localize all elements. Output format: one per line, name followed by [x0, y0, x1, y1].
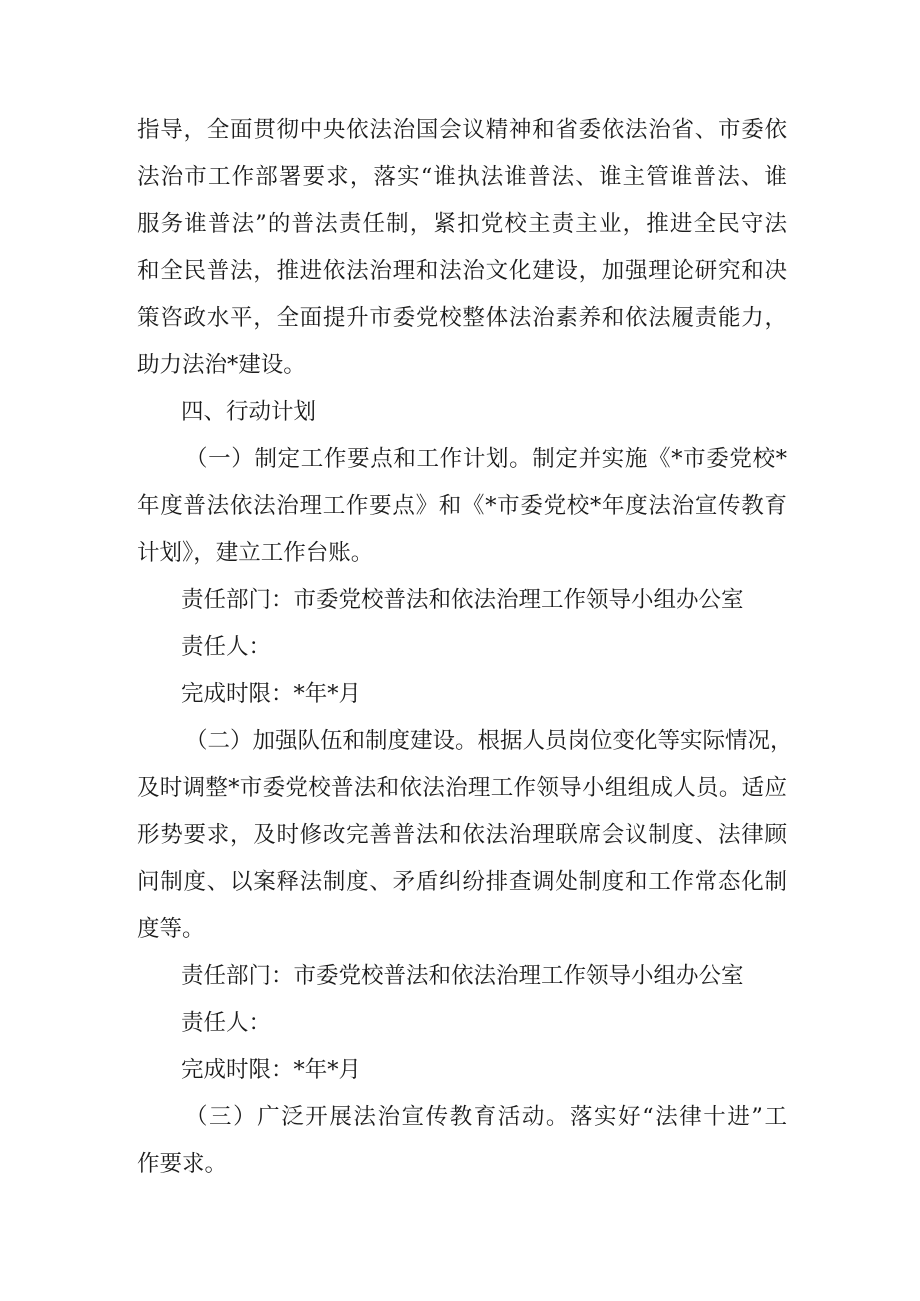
paragraph-line: 年度普法依法治理工作要点》和《*市委党校*年度法治宣传教育 — [137, 493, 787, 519]
deadline: 完成时限：*年*月 — [181, 681, 362, 707]
responsible-department: 责任部门：市委党校普法和依法治理工作领导小组办公室 — [181, 587, 744, 613]
deadline: 完成时限：*年*月 — [181, 1057, 362, 1083]
paragraph-line: （三）广泛开展法治宣传教育活动。落实好“法律十进”工 — [185, 1104, 787, 1130]
paragraph-line: 和全民普法，推进依法治理和法治文化建设，加强理论研究和决 — [137, 258, 787, 284]
responsible-person: 责任人： — [181, 634, 272, 660]
section-heading: 四、行动计划 — [181, 399, 317, 425]
paragraph-line: 策咨政水平，全面提升市委党校整体法治素养和依法履责能力， — [137, 305, 787, 331]
paragraph-line: 法治市工作部署要求，落实“谁执法谁普法、谁主管谁普法、谁 — [137, 164, 787, 190]
responsible-department: 责任部门：市委党校普法和依法治理工作领导小组办公室 — [181, 963, 744, 989]
paragraph-line: （一）制定工作要点和工作计划。制定并实施《*市委党校* — [185, 446, 787, 472]
paragraph-line: 助力法治*建设。 — [137, 352, 306, 378]
paragraph-line: 服务谁普法”的普法责任制，紧扣党校主责主业，推进全民守法 — [137, 211, 787, 237]
paragraph-line: 作要求。 — [137, 1151, 228, 1177]
paragraph-line: （二）加强队伍和制度建设。根据人员岗位变化等实际情况， — [185, 728, 793, 754]
paragraph-line: 及时调整*市委党校普法和依法治理工作领导小组组成人员。适应 — [137, 775, 787, 801]
paragraph-line: 问制度、以案释法制度、矛盾纠纷排查调处制度和工作常态化制 — [137, 869, 787, 895]
paragraph-line: 度等。 — [137, 916, 205, 942]
paragraph-line: 指导，全面贯彻中央依法治国会议精神和省委依法治省、市委依 — [137, 117, 787, 143]
paragraph-line: 形势要求，及时修改完善普法和依法治理联席会议制度、法律顾 — [137, 822, 787, 848]
paragraph-line: 计划》，建立工作台账。 — [137, 540, 374, 566]
responsible-person: 责任人： — [181, 1010, 272, 1036]
